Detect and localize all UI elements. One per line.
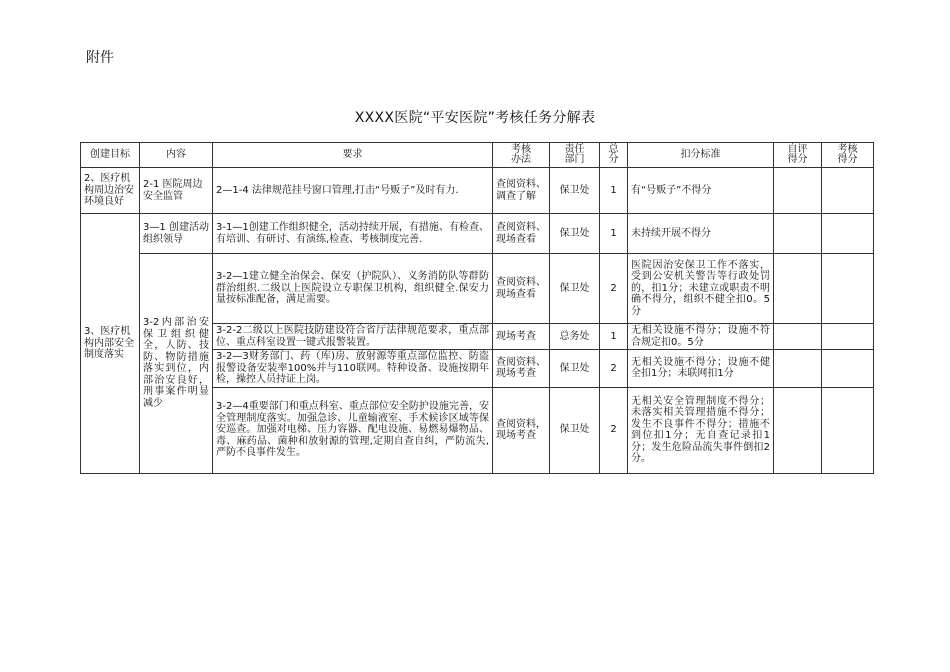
content-cell: 2-1 医院周边安全监管	[140, 168, 213, 214]
deduction-cell: 无相关设施不得分；设施不健全扣1分；未联网扣1分	[628, 350, 774, 388]
method-cell: 现场考查	[493, 324, 550, 350]
exam-score-cell	[822, 214, 874, 254]
header-content: 内容	[140, 143, 213, 168]
self-score-cell	[774, 254, 822, 324]
dept-cell: 保卫处	[550, 387, 600, 473]
document-title: XXXX医院“平安医院”考核任务分解表	[354, 110, 596, 126]
exam-score-cell	[822, 254, 874, 324]
self-score-cell	[774, 324, 822, 350]
self-score-cell	[774, 214, 822, 254]
task-breakdown-table	[80, 142, 874, 474]
method-cell: 查阅资料、现场查看	[493, 254, 550, 324]
self-score-cell	[774, 387, 822, 473]
header-goal: 创建目标	[81, 143, 140, 168]
total-cell: 1	[600, 168, 628, 214]
method-cell: 查阅资料、现场考查	[493, 350, 550, 388]
header-total: 总 分	[600, 143, 628, 168]
self-score-cell	[774, 168, 822, 214]
header-self-score: 自评 得分	[774, 143, 822, 168]
total-cell: 2	[600, 387, 628, 473]
requirement-cell: 3-1—1创建工作组织健全，活动持续开展，有措施、有检查、有培训、有研讨、有演练,检查、考核制度完善.	[213, 214, 493, 254]
method-cell: 查阅资料、调查了解	[493, 168, 550, 214]
header-deduction: 扣分标准	[628, 143, 774, 168]
table-row	[81, 168, 874, 214]
content-cell: 3—1 创建活动组织领导	[140, 214, 213, 254]
exam-score-cell	[822, 324, 874, 350]
deduction-cell: 未持续开展不得分	[628, 214, 774, 254]
table-row	[81, 254, 874, 324]
total-cell: 2	[600, 254, 628, 324]
total-cell: 1	[600, 324, 628, 350]
method-cell: 查阅资料，现场考查	[493, 387, 550, 473]
requirement-cell: 3-2-2二级以上医院技防建设符合省厅法律规范要求，重点部位、重点科室设置一键式报警装置。	[213, 324, 493, 350]
attachment-label: 附件	[86, 50, 114, 66]
exam-score-cell	[822, 387, 874, 473]
header-dept: 责任 部门	[550, 143, 600, 168]
requirement-cell: 3-2—1建立健全治保会、保安（护院队）、义务消防队等群防群治组织.二级以上医院设立专职保卫机构，组织健全.保安力量按标准配备，满足需要。	[213, 254, 493, 324]
deduction-cell: 医院因治安保卫工作不落实，受到公安机关警告等行政处罚的，扣1分；未建立或职责不明确不得分，组织不健全扣0。5分	[628, 254, 774, 324]
self-score-cell	[774, 350, 822, 388]
goal-cell: 2、医疗机构周边治安环境良好	[81, 168, 140, 214]
goal-cell: 3、医疗机构内部安全制度落实	[81, 214, 140, 474]
deduction-cell: 有“号贩子”不得分	[628, 168, 774, 214]
header-requirement: 要求	[213, 143, 493, 168]
header-method: 考核 办法	[493, 143, 550, 168]
requirement-cell: 3-2—4重要部门和重点科室、重点部位安全防护设施完善，安全管理制度落实。加强急诊、儿童输液室、手术候诊区域等保安巡查。加强对电梯、压力容器、配电设施、易燃易爆物品、毒、麻药品、菌种和放射源的管理,定期自查自纠，严防流失,严防不良事件发生。	[213, 387, 493, 473]
deduction-cell: 无相关安全管理制度不得分；未落实相关管理措施不得分；发生不良事件不得分；措施不到位扣1分；无自查记录扣1分；发生危险品流失事件倒扣2分。	[628, 387, 774, 473]
dept-cell: 保卫处	[550, 214, 600, 254]
exam-score-cell	[822, 168, 874, 214]
method-cell: 查阅资料、现场查看	[493, 214, 550, 254]
content-cell: 3-2内部治安保卫组织健全，人防、技防、物防措施落实到位，内部治安良好，刑事案件明显减少	[140, 254, 213, 474]
total-cell: 2	[600, 350, 628, 388]
requirement-cell: 3-2—3财务部门、药（库)房、放射源等重点部位监控、防盗报警设备安装率100%并与110联网。特种设备、设施按期年检，操控人员持证上岗。	[213, 350, 493, 388]
requirement-cell: 2—1-4 法律规范挂号窗口管理,打击“号贩子”及时有力.	[213, 168, 493, 214]
table-header-row	[81, 143, 874, 168]
dept-cell: 总务处	[550, 324, 600, 350]
header-exam-score: 考核 得分	[822, 143, 874, 168]
exam-score-cell	[822, 350, 874, 388]
deduction-cell: 无相关设施不得分；设施不符合规定扣0。5分	[628, 324, 774, 350]
table-row	[81, 214, 874, 254]
total-cell: 1	[600, 214, 628, 254]
dept-cell: 保卫处	[550, 254, 600, 324]
dept-cell: 保卫处	[550, 168, 600, 214]
dept-cell: 保卫处	[550, 350, 600, 388]
